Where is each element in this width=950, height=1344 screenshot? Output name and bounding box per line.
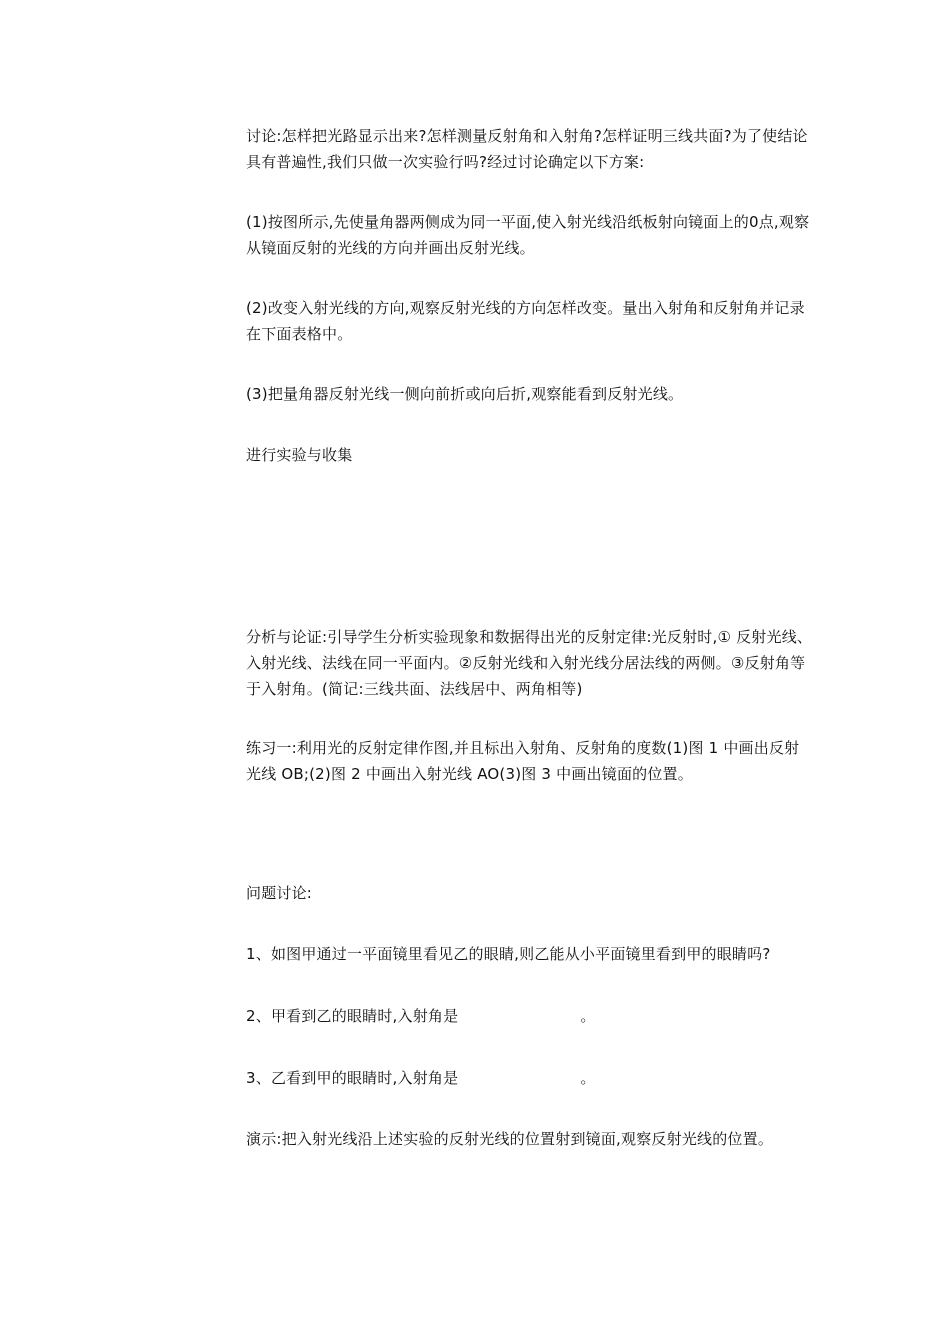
analysis-paragraph: 分析与论证:引导学生分析实验现象和数据得出光的反射定律:光反射时,① 反射光线、入射光线、法线在同一平面内。②反射光线和入射光线分居法线的两侧。③反射角等于入射角。(简记:三线共面、法线居中、两角相等) bbox=[246, 628, 813, 698]
step-1-paragraph: (1)按图所示,先使量角器两侧成为同一平面,使入射光线沿纸板射向镜面上的0点,观察从镜面反射的光线的方向并画出反射光线。 bbox=[246, 213, 810, 257]
question-2 bbox=[246, 1003, 814, 1029]
question-1: 1、如图甲通过一平面镜里看见乙的眼睛,则乙能从小平面镜里看到甲的眼睛吗? bbox=[246, 945, 771, 963]
question-2-text: 2、甲看到乙的眼睛时,入射角是 bbox=[246, 1007, 459, 1025]
question-3-end: 。 bbox=[580, 1069, 596, 1087]
question-2-end: 。 bbox=[580, 1007, 596, 1025]
question-3-text: 3、乙看到甲的眼睛时,入射角是 bbox=[246, 1069, 459, 1087]
demo-paragraph: 演示:把入射光线沿上述实验的反射光线的位置射到镜面,观察反射光线的位置。 bbox=[246, 1130, 774, 1148]
question-3 bbox=[246, 1065, 814, 1091]
step-2-paragraph: (2)改变入射光线的方向,观察反射光线的方向怎样改变。量出入射角和反射角并记录在下面表格中。 bbox=[246, 299, 805, 343]
step-3-paragraph: (3)把量角器反射光线一侧向前折或向后折,观察能看到反射光线。 bbox=[246, 385, 684, 403]
exercise-1-paragraph: 练习一:利用光的反射定律作图,并且标出入射角、反射角的度数(1)图 1 中画出反射光线 OB;(2)图 2 中画出入射光线 AO(3)图 3 中画出镜面的位置。 bbox=[246, 739, 800, 783]
problem-heading: 问题讨论: bbox=[246, 884, 313, 902]
experiment-heading: 进行实验与收集 bbox=[246, 446, 353, 464]
discussion-paragraph: 讨论:怎样把光路显示出来?怎样测量反射角和入射角?怎样证明三线共面?为了使结论具有普遍性,我们只做一次实验行吗?经过讨论确定以下方案: bbox=[246, 127, 808, 171]
